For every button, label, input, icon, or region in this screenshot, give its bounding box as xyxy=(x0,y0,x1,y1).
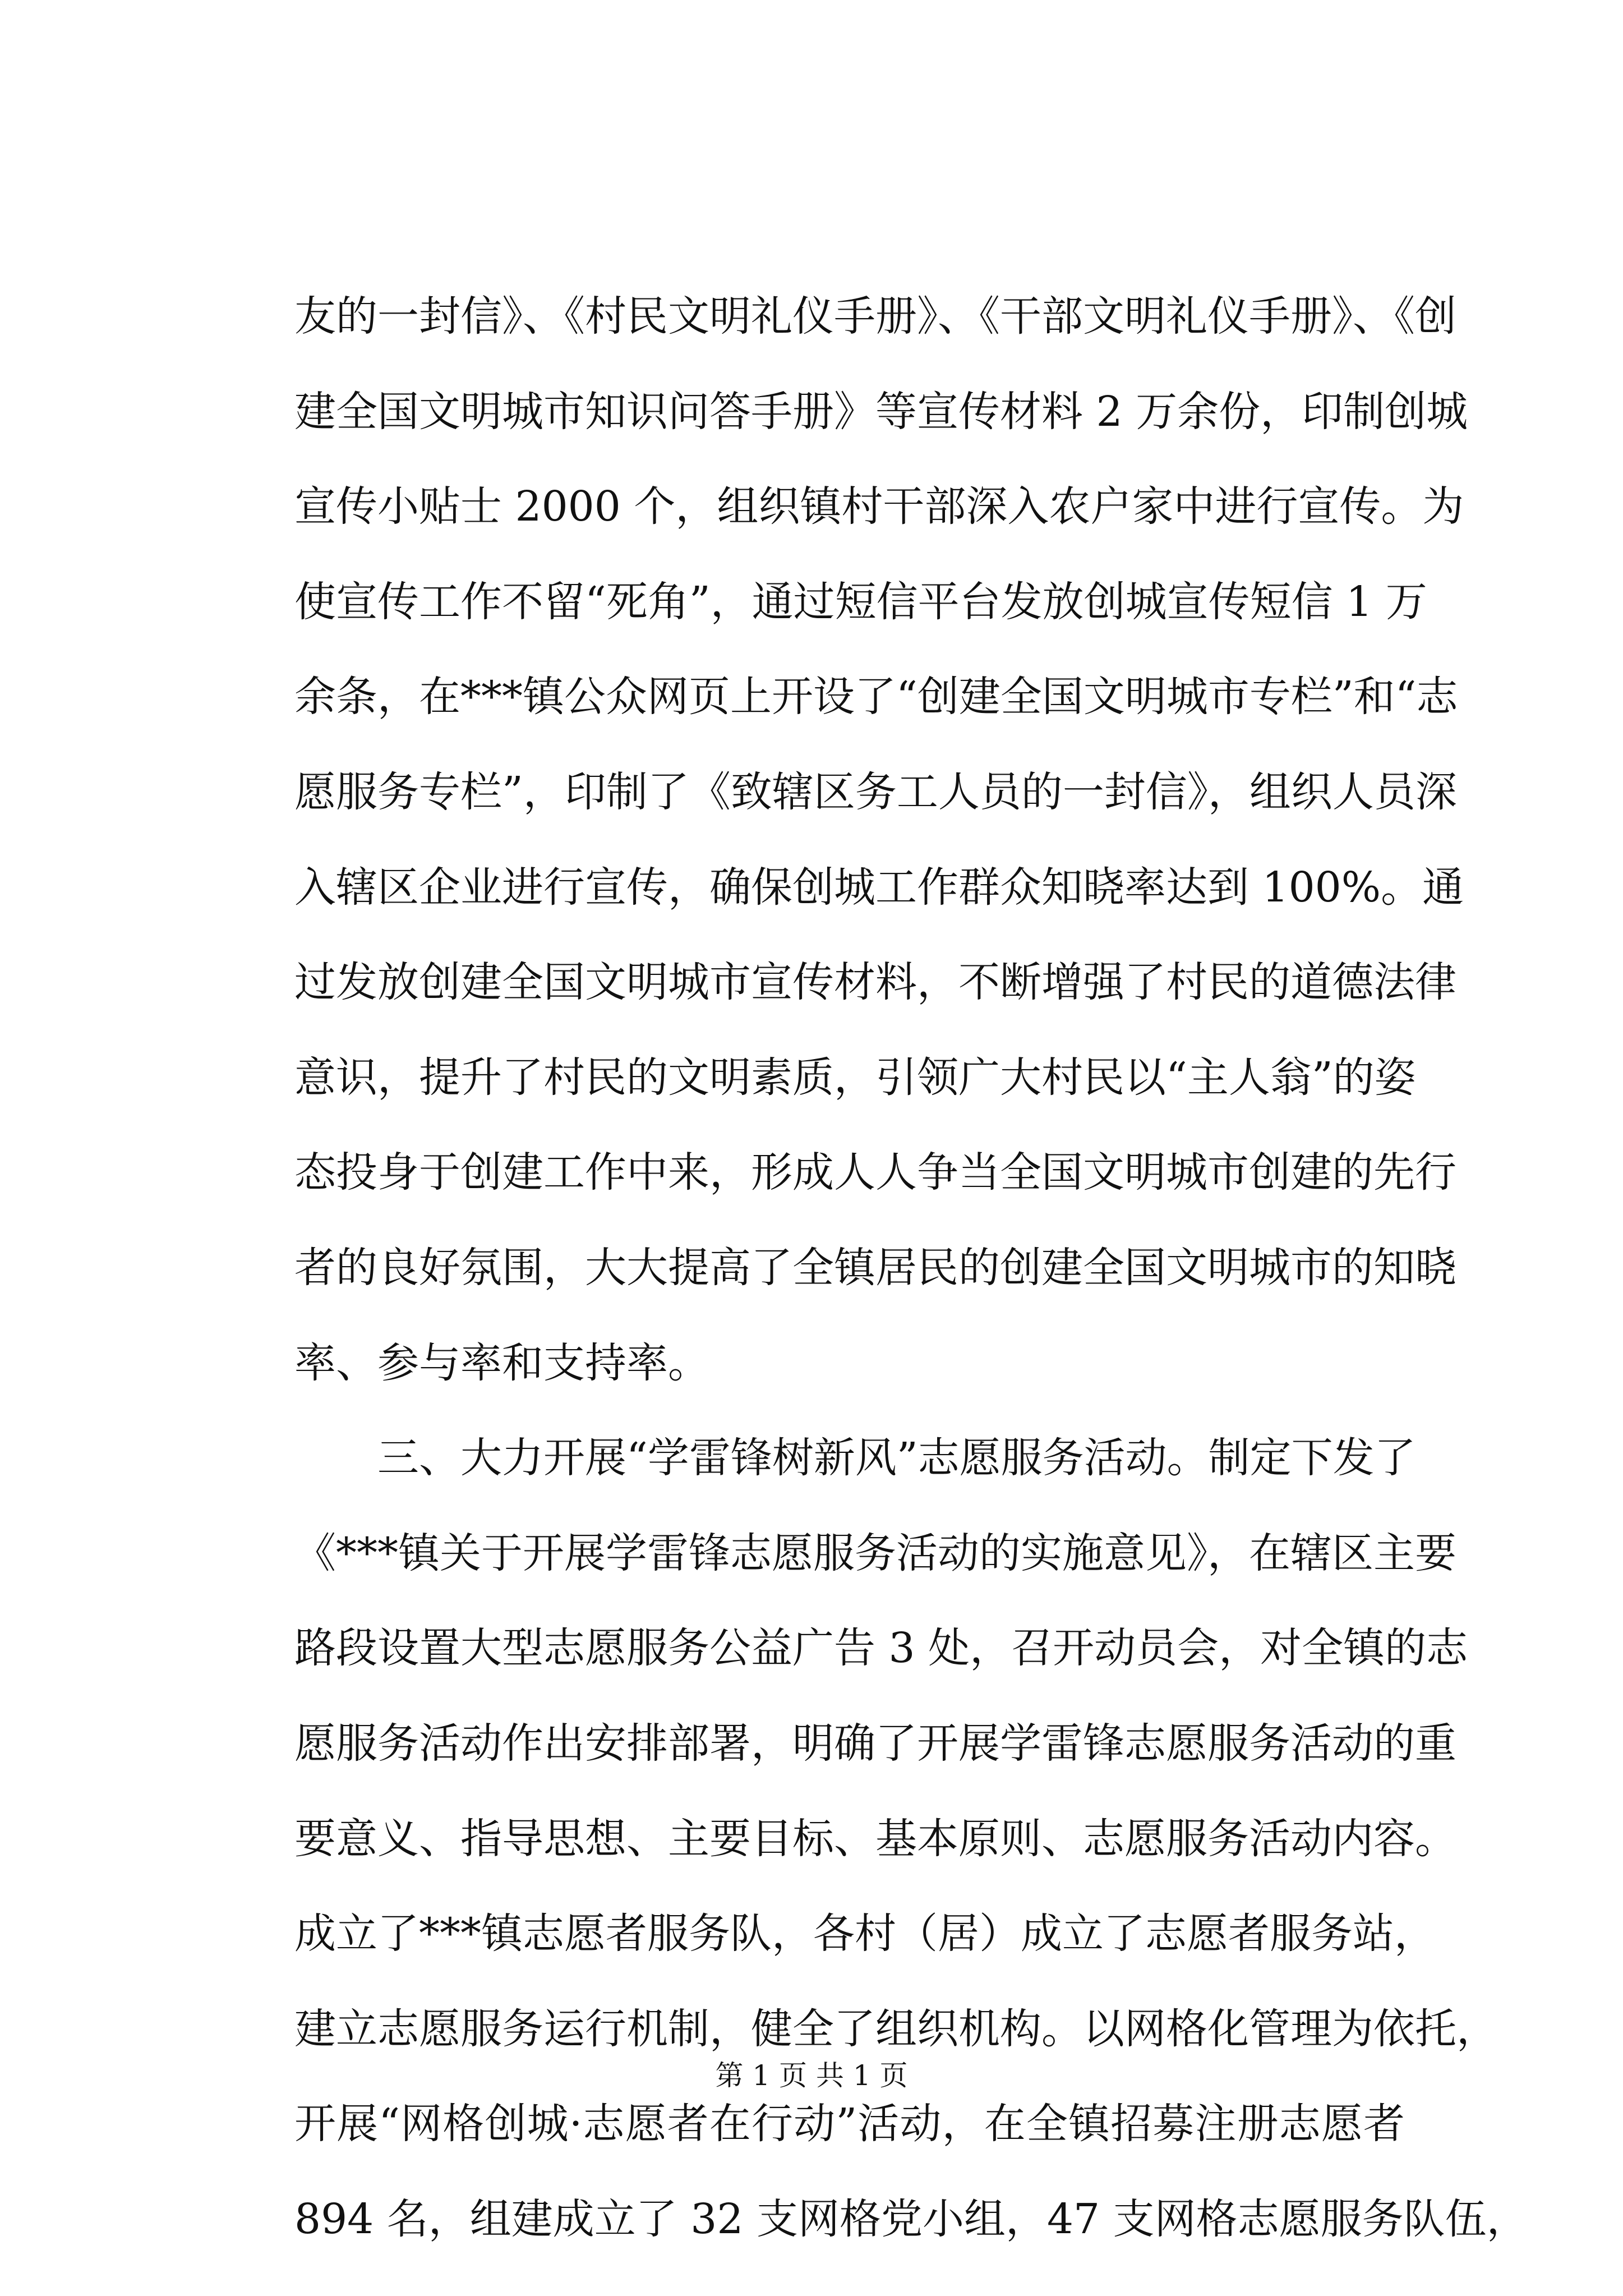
text-line: 愿服务专栏”，印制了《致辖区务工人员的一封信》，组织人员深 xyxy=(294,767,1457,816)
text-line: 894 名，组建成立了 32 支网格党小组，47 支网格志愿服务队伍， xyxy=(294,2194,1528,2243)
text-line: 建立志愿服务运行机制，健全了组织机构。以网格化管理为依托， xyxy=(294,2004,1498,2053)
text-line: 愿服务活动作出安排部署，明确了开展学雷锋志愿服务活动的重 xyxy=(294,1719,1456,1768)
paragraph-end-line: 率、参与率和支持率。 xyxy=(294,1338,709,1387)
text-line: 入辖区企业进行宣传，确保创城工作群众知晓率达到 100%。通 xyxy=(294,863,1464,912)
text-line: 成立了***镇志愿者服务队，各村（居）成立了志愿者服务站， xyxy=(294,1910,1436,1958)
text-line: 《***镇关于开展学雷锋志愿服务活动的实施意见》，在辖区主要 xyxy=(294,1529,1456,1577)
text-line: 要意义、指导思想、主要目标、基本原则、志愿服务活动内容。 xyxy=(294,1814,1456,1863)
text-line: 态投身于创建工作中来，形成人人争当全国文明城市创建的先行 xyxy=(294,1148,1456,1197)
text-line: 过发放创建全国文明城市宣传材料，不断增强了村民的道德法律 xyxy=(294,958,1456,1007)
text-line: 者的良好氛围，大大提高了全镇居民的创建全国文明城市的知晓 xyxy=(294,1243,1456,1292)
document-body xyxy=(294,269,1528,2267)
text-line: 友的一封信》、《村民文明礼仪手册》、《干部文明礼仪手册》、《创 xyxy=(294,292,1456,341)
text-line: 宣传小贴士 2000 个，组织镇村干部深入农户家中进行宣传。为 xyxy=(294,482,1464,531)
page-footer: 第 1 页 共 1 页 xyxy=(715,2059,908,2092)
text-line: 意识，提升了村民的文明素质，引领广大村民以“主人翁”的姿 xyxy=(294,1053,1416,1102)
text-line: 路段设置大型志愿服务公益广告 3 处，召开动员会，对全镇的志 xyxy=(294,1624,1468,1673)
text-line: 余条，在***镇公众网页上开设了“创建全国文明城市专栏”和“志 xyxy=(294,673,1458,721)
section-heading-line: 三、大力开展“学雷锋树新风”志愿服务活动。制定下发了 xyxy=(377,1434,1416,1483)
text-line: 建全国文明城市知识问答手册》等宣传材料 2 万余份，印制创城 xyxy=(294,387,1468,436)
text-line: 使宣传工作不留“死角”，通过短信平台发放创城宣传短信 1 万 xyxy=(294,577,1427,626)
text-line: 开展“网格创城·志愿者在行动”活动，在全镇招募注册志愿者 xyxy=(294,2100,1405,2148)
